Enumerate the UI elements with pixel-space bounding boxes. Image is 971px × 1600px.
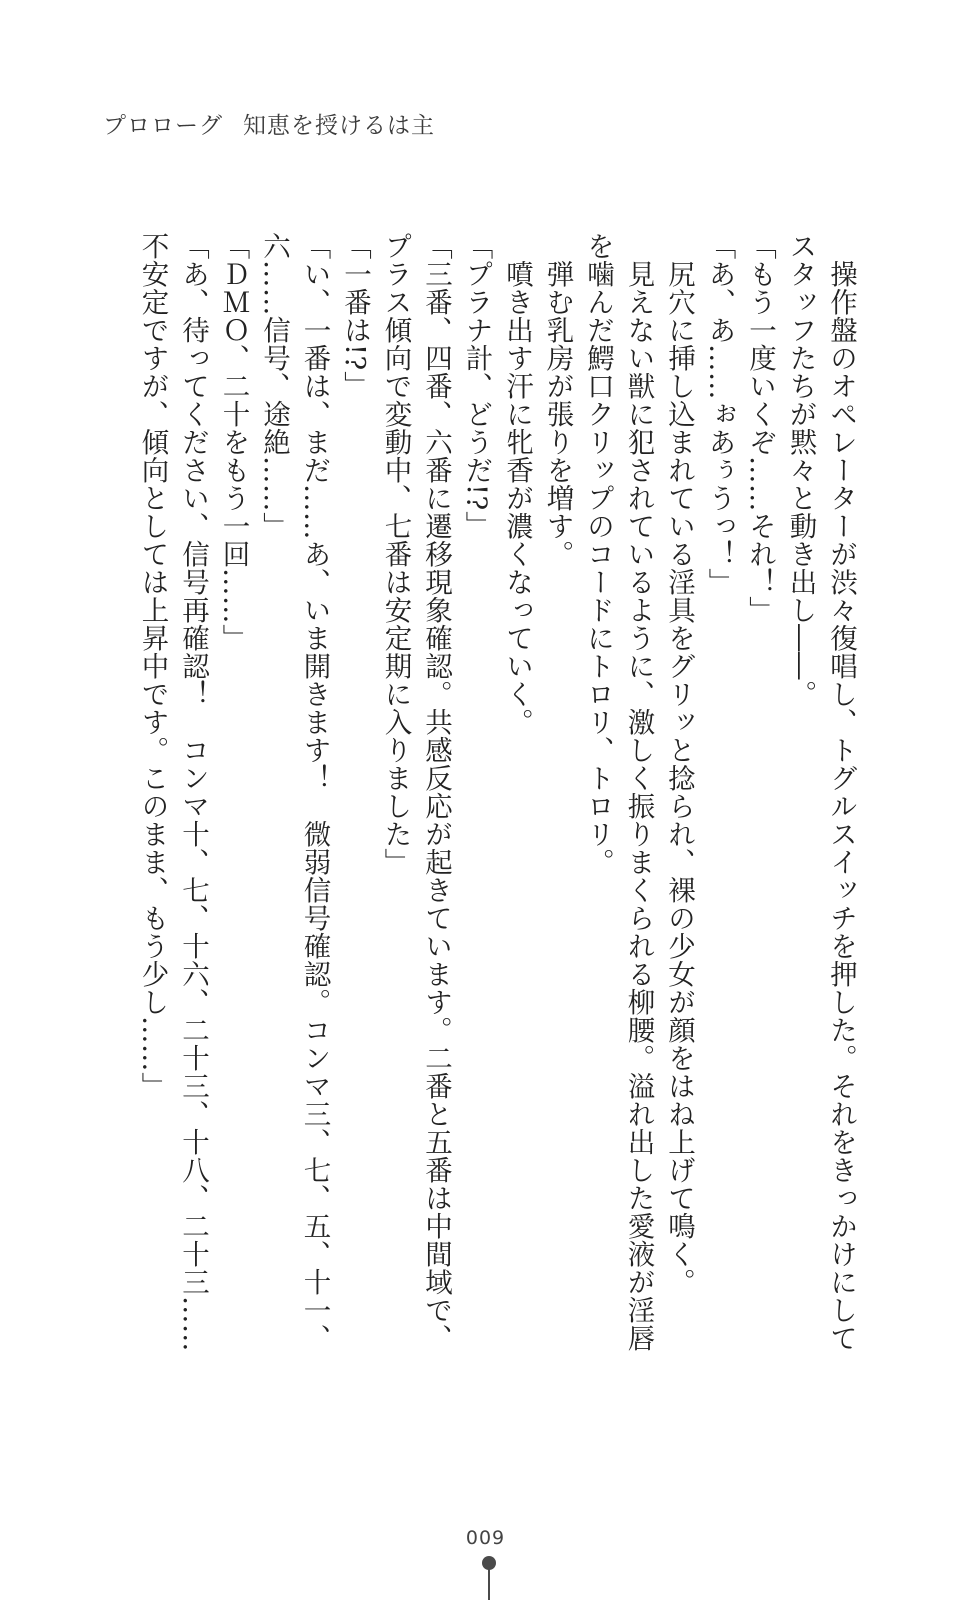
text-line: 「い、一番は、まだ……あ、いま開きます！ 微弱信号確認。コンマ三、七、五、十一、 [298,232,331,1352]
page-number: 009 [465,1527,506,1549]
thumb-index-dot [482,1556,496,1570]
text-line: 「一番は!?」 [339,232,371,399]
text-line: 「もう一度いくぞ……それ！」 [744,232,776,624]
text-line: を噛んだ鰐口クリップのコードにトロリ、トロリ。 [582,232,614,876]
text-line: 尻穴に挿し込まれている淫具をグリッと捻られ、裸の少女が顔をはね上げて鳴く。 [663,232,695,1296]
chapter-label: プロローグ [103,113,223,139]
thumb-index-line [488,1569,490,1600]
text-line: スタッフたちが黙々と動き出し――。 [784,232,817,708]
text-line: 操作盤のオペレーターが渋々復唱し、トグルスイッチを押した。それをきっかけにして [825,232,857,1352]
text-line: 「三番、四番、六番に遷移現象確認。共感反応が起きています。二番と五番は中間域で、 [420,232,452,1352]
text-line: 「あ、あ……ぉあぅうっ！」 [703,232,736,596]
text-line: 噴き出す汗に牝香が濃くなっていく。 [501,232,533,736]
text-line: プラス傾向で変動中、七番は安定期に入りました」 [379,232,412,876]
text-line: 「ＤＭＯ、二十をもう一回……」 [217,232,250,652]
chapter-title: 知恵を授けるは主 [243,113,435,139]
text-line: 弾む乳房が張りを増す。 [541,232,574,568]
running-header [103,107,435,140]
vertical-body-text [132,232,861,1352]
text-line: 「プラナ計、どうだ!?」 [460,232,493,539]
text-line: 不安定ですが、傾向としては上昇中です。このまま、もう少し……」 [136,232,169,1100]
text-line: 「あ、待ってください、信号再確認！ コンマ十、七、十六、二十三、十八、二十三…… [177,232,209,1352]
text-line: 見えない獣に犯されているように、激しく振りまくられる柳腰。溢れ出した愛液が淫唇 [622,232,655,1352]
text-line: 六……信号、途絶……」 [258,232,290,540]
